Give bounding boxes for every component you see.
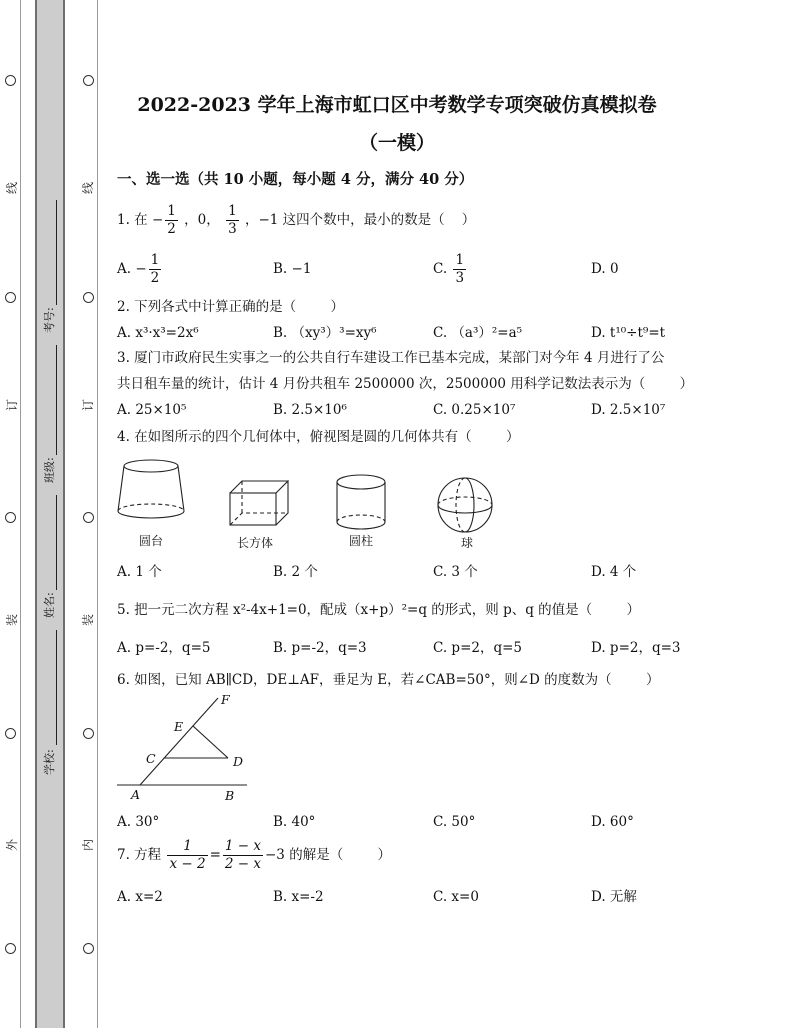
- frustum-top-ellipse: [124, 460, 178, 472]
- q7-option-d: D. 无解: [591, 889, 637, 905]
- q7-option-b: B. x=-2: [273, 889, 324, 905]
- option-fraction: [149, 253, 162, 286]
- q3-option-b: B. 2.5×10⁶: [273, 402, 347, 418]
- cuboid-shape: [230, 481, 288, 525]
- point-a-label: A: [131, 787, 141, 802]
- cuboid-hidden-bottom-edges: [230, 513, 288, 525]
- frustum-shape: [118, 460, 184, 518]
- line-af: [140, 698, 218, 785]
- fraction-numerator: 1: [150, 252, 160, 268]
- q5-option-a: A. p=-2，q=5: [117, 640, 211, 656]
- q7-right-fraction: [223, 839, 263, 872]
- point-c-label: C: [146, 751, 156, 766]
- outer-binding-circle-icon: [5, 512, 16, 523]
- sphere-equator-back: [438, 497, 492, 505]
- sphere-shape: [438, 478, 492, 532]
- inner-mark-order: 订: [81, 399, 95, 412]
- q1-option-c: [433, 252, 468, 286]
- parallel-lines-figure: [117, 693, 249, 805]
- frustum-label: 圆台: [138, 534, 164, 548]
- inner-binding-circle-icon: [83, 292, 94, 303]
- q2-option-b: B. （xy³）³=xy⁶: [273, 325, 377, 341]
- q2-option-c: C. （a³）²=a⁵: [433, 325, 523, 341]
- question-3-stem-line-2: 共日租车量的统计，估计 4 月份共租车 2500000 次，2500000 用科学记数法表示为（ ）: [117, 376, 694, 392]
- q5-option-d: D. p=2，q=3: [591, 640, 681, 656]
- cylinder-top-ellipse: [337, 475, 385, 489]
- inner-mark-line: 线: [81, 182, 95, 195]
- inner-binding-circle-icon: [83, 512, 94, 523]
- frustum-right-edge: [178, 466, 184, 511]
- fraction-numerator: 1 − x: [224, 838, 261, 854]
- q2-option-a: A. x³·x³=2x⁶: [117, 325, 199, 341]
- q3-option-d: D. 2.5×10⁷: [591, 402, 666, 418]
- option-value: 0: [609, 261, 619, 277]
- sphere-meridian-front: [465, 478, 474, 532]
- q7-left-fraction: [167, 839, 207, 872]
- outer-binding-circle-icon: [5, 292, 16, 303]
- class-label: 班级:: [43, 457, 56, 483]
- question-1-stem: [117, 203, 475, 237]
- fraction-numerator: 1: [167, 839, 207, 856]
- option-value: −1: [291, 261, 312, 277]
- q7-option-a: A. x=2: [117, 889, 163, 905]
- school-label: 学校:: [43, 749, 56, 775]
- q1-option-a: [117, 252, 163, 286]
- section-heading: 一、选一选（共 10 小题，每小题 4 分，满分 40 分）: [117, 171, 474, 188]
- fraction-denominator: 3: [455, 270, 465, 286]
- fraction-numerator: 1: [167, 203, 176, 219]
- exam-number-label: 考号:: [43, 307, 56, 333]
- q4-option-d: D. 4 个: [591, 564, 637, 580]
- question-7-stem: [117, 838, 391, 872]
- option-label: A.: [117, 261, 132, 277]
- q5-option-b: B. p=-2，q=3: [273, 640, 367, 656]
- frustum-bottom-front-arc: [118, 511, 184, 518]
- outer-seal-line: [20, 0, 21, 1028]
- inner-binding-circle-icon: [83, 728, 94, 739]
- fraction-numerator: 1: [455, 252, 465, 268]
- inner-binding-circle-icon: [83, 943, 94, 954]
- fraction-numerator: 1: [228, 203, 237, 219]
- q4-option-a: A. 1 个: [117, 564, 162, 580]
- outer-mark-bind: 装: [5, 614, 19, 627]
- cuboid-front-face: [230, 493, 276, 525]
- inner-binding-circle-icon: [83, 75, 94, 86]
- q7-equals-sign: =: [209, 847, 221, 863]
- q1-minus-sign: −: [151, 212, 164, 228]
- solids-figure: [117, 455, 497, 555]
- question-2-stem: 2. 下列各式中计算正确的是（ ）: [117, 299, 345, 315]
- outer-mark-order: 订: [5, 399, 19, 412]
- q7-option-c: C. x=0: [433, 889, 479, 905]
- question-6-stem: 6. 如图，已知 AB∥CD，DE⊥AF，垂足为 E，若∠CAB=50°，则∠D 的度数为（ ）: [117, 672, 660, 688]
- student-info-fields: [42, 180, 58, 900]
- cuboid-label: 长方体: [236, 536, 274, 550]
- page-subtitle: （一模）: [358, 132, 435, 154]
- inner-mark-inside: 内: [81, 839, 95, 852]
- point-e-label: E: [174, 719, 184, 734]
- name-label: 姓名:: [43, 592, 56, 618]
- line-de: [193, 726, 228, 758]
- q6-option-c: C. 50°: [433, 814, 476, 830]
- question-5-stem: 5. 把一元二次方程 x²-4x+1=0，配成（x+p）²=q 的形式，则 p、q 的值是（ ）: [117, 602, 640, 618]
- fraction-denominator: 2 − x: [224, 856, 261, 872]
- q7-prefix: 7. 方程: [117, 847, 162, 863]
- q4-option-b: B. 2 个: [273, 564, 318, 580]
- cylinder-bottom-front-arc: [337, 522, 385, 529]
- fraction-denominator: 2: [150, 270, 160, 286]
- option-label: D.: [591, 261, 606, 277]
- q1-middle-text: ，0，: [184, 212, 220, 228]
- outer-mark-line: 线: [5, 182, 19, 195]
- q5-option-c: C. p=2，q=5: [433, 640, 523, 656]
- sphere-outline: [438, 478, 492, 532]
- q3-option-c: C. 0.25×10⁷: [433, 402, 516, 418]
- fraction-denominator: 3: [228, 221, 237, 237]
- fraction-denominator: x − 2: [169, 856, 206, 872]
- cuboid-top-face: [230, 481, 288, 493]
- cylinder-bottom-back-arc: [337, 515, 385, 522]
- q7-suffix: −3 的解是（ ）: [265, 847, 392, 863]
- outer-binding-circle-icon: [5, 943, 16, 954]
- point-b-label: B: [225, 788, 235, 803]
- q6-option-b: B. 40°: [273, 814, 316, 830]
- frustum-bottom-back-arc: [118, 504, 184, 511]
- option-minus-sign: −: [135, 261, 147, 277]
- option-label: C.: [433, 261, 448, 277]
- q1-option-d: [591, 252, 619, 286]
- page-title: 2022-2023 学年上海市虹口区中考数学专项突破仿真模拟卷: [137, 94, 657, 116]
- q6-option-d: D. 60°: [591, 814, 634, 830]
- inner-mark-bind: 装: [81, 614, 95, 627]
- q1-prefix: 1. 在: [117, 212, 148, 228]
- frustum-left-edge: [118, 466, 124, 511]
- sphere-equator-front: [438, 505, 492, 513]
- class-blank: [56, 345, 57, 455]
- q3-option-a: A. 25×10⁵: [117, 402, 187, 418]
- sphere-label: 球: [460, 536, 474, 550]
- question-4-stem: 4. 在如图所示的四个几何体中，俯视图是圆的几何体共有（ ）: [117, 429, 520, 445]
- outer-binding-circle-icon: [5, 75, 16, 86]
- exam-number-blank: [56, 200, 57, 305]
- q1-suffix: ，−1 这四个数中，最小的数是（ ）: [244, 212, 476, 228]
- point-f-label: F: [221, 693, 230, 707]
- q1-fraction-half: [165, 204, 178, 237]
- outer-binding-circle-icon: [5, 728, 16, 739]
- q4-option-c: C. 3 个: [433, 564, 478, 580]
- q1-fraction-third: [226, 204, 239, 237]
- option-fraction: [453, 253, 466, 286]
- q6-option-a: A. 30°: [117, 814, 160, 830]
- q2-option-d: D. t¹⁰÷t⁹=t: [591, 325, 666, 341]
- outer-mark-outside: 外: [5, 839, 19, 852]
- fraction-denominator: 2: [167, 221, 176, 237]
- cylinder-shape: [337, 475, 385, 529]
- name-blank: [56, 495, 57, 590]
- question-3-stem-line-1: 3. 厦门市政府民生实事之一的公共自行车建设工作已基本完成，某部门对今年 4 月进行了公: [117, 350, 665, 366]
- option-label: B.: [273, 261, 288, 277]
- q1-option-b: [273, 252, 311, 286]
- cylinder-label: 圆柱: [348, 534, 374, 548]
- sphere-meridian-back: [456, 478, 465, 532]
- point-d-label: D: [233, 754, 244, 769]
- school-blank: [56, 630, 57, 745]
